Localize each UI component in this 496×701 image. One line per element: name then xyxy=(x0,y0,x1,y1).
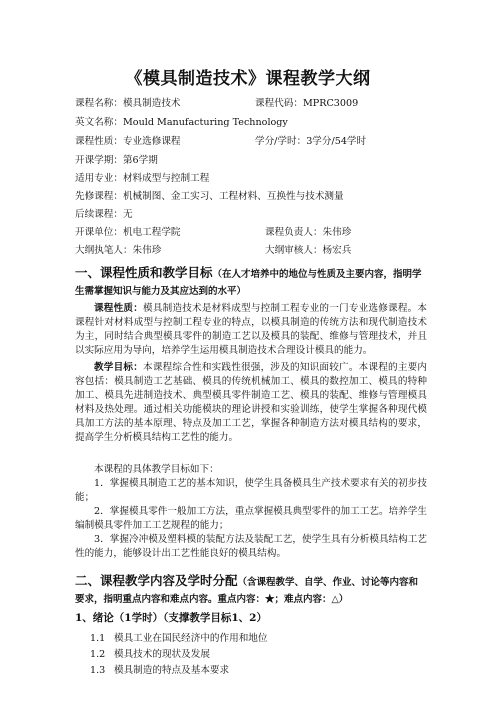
goal-item-1: 1．掌握模具制造工艺的基本知识，使学生具备模具生产技术要求有关的初步技能； xyxy=(75,478,427,503)
goal-item-3: 3．掌握冷冲模及塑料模的装配方法及装配工艺，使学生具有分析模具结构工艺性的能力，能够设计出工艺性能良好的模具结构。 xyxy=(75,534,427,559)
course-nature-paragraph: 课程性质：模具制造技术是材料成型与控制工程专业的一门专业选修课程。本课程针对材料成型与控制工程专业的特点，以模具制造的传统方法和现代制造技术为主，同时结合典型模具零件的制造工艺以及模具的装配、维修与管理技术，并且以实际应用为导向，培养学生运用模具制造技术合理设计模具的能力。 xyxy=(75,303,428,356)
course-nature: 课程性质：专业选修课程 xyxy=(75,136,181,147)
page-title: 《模具制造技术》课程教学大纲 xyxy=(125,69,371,89)
info-row-7 xyxy=(75,209,133,221)
info-row-4 xyxy=(75,155,158,167)
course-code: 课程代码：MPRC3009 xyxy=(255,98,359,109)
specific-goals-intro: 本课程的具体教学目标如下： xyxy=(94,464,219,475)
course-name: 课程名称：模具制造技术 xyxy=(75,98,181,109)
prerequisites: 先修课程：机械制图、金工实习、工程材料、互换性与技术测量 xyxy=(75,191,344,202)
goal-item-2: 2．掌握模具零件一般加工方法，重点掌握模具典型零件的加工工艺。培养学生编制模具零件加工工艺规程的能力； xyxy=(75,506,427,531)
toc-item: 1.3 模具制造的特点及基本要求 xyxy=(90,665,230,676)
english-name: 英文名称：Mould Manufacturing Technology xyxy=(75,117,288,128)
info-row-3 xyxy=(75,136,367,148)
info-row-2 xyxy=(75,117,288,129)
section-1-heading: 一、课程性质和教学目标（在人才培养中的地位与性质及主要内容，指明学生需掌握知识与能力及其应达到的水平） xyxy=(75,265,422,297)
toc-item: 1.1 模具工业在国民经济中的作用和地位 xyxy=(90,633,268,644)
syllabus-author: 大纲执笔人：朱伟珍 xyxy=(75,245,162,256)
follow-courses: 后续课程：无 xyxy=(75,209,133,220)
chapter-1-heading: 1、绪论（1学时）（支撑教学目标1、2） xyxy=(75,612,267,624)
info-row-9 xyxy=(75,245,352,257)
course-hours: 学分/学时：3学分/54学时 xyxy=(255,136,367,147)
teaching-goal-paragraph: 教学目标：本课程综合性和实践性很强，涉及的知识面较广。本课程的主要内容包括：模具制造工艺基础、模具的传统机械加工、模具的数控加工、模具的特种加工、模具先进制造技术、典型模具零件制造工艺、模具的装配、维修与管理模具材料及热处理。通过相关功能模块的理论讲授和实验训练，使学生掌握各种现代模具加工方法的基本原理、特点及加工工艺，掌握各种制造方法对模具结构的要求，提高学生分析模具结构工艺性的能力。 xyxy=(75,362,428,443)
course-lead: 课程负责人：朱伟珍 xyxy=(265,227,352,238)
syllabus-reviewer: 大纲审核人：杨宏兵 xyxy=(265,245,352,256)
info-row-1 xyxy=(75,98,359,110)
major: 适用专业：材料成型与控制工程 xyxy=(75,173,210,184)
info-row-8 xyxy=(75,227,352,239)
section-2-heading: 二、课程教学内容及学时分配（含课程教学、自学、作业、讨论等内容和要求，指明重点内容和难点内容。重点内容：★；难点内容：△） xyxy=(75,573,419,605)
semester: 开课学期：第6学期 xyxy=(75,155,158,166)
offering-unit: 开课单位：机电工程学院 xyxy=(75,227,181,238)
info-row-5 xyxy=(75,173,209,185)
toc-item: 1.2 模具技术的现状及发展 xyxy=(90,649,210,660)
info-row-6 xyxy=(75,191,344,203)
